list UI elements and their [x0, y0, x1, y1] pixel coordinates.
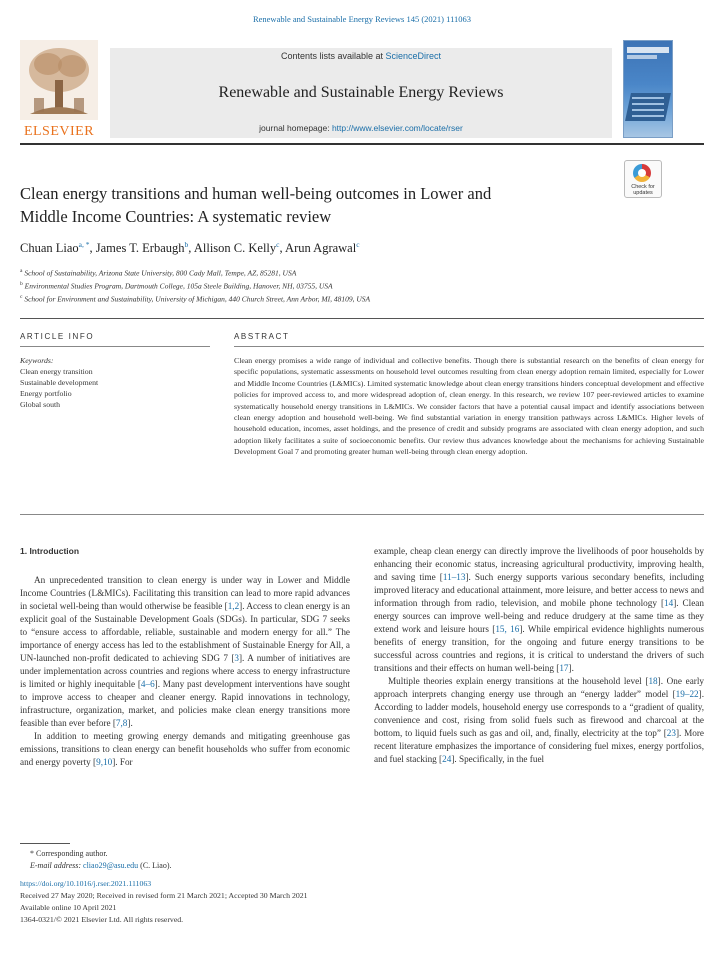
author-affil-marker[interactable]: c	[356, 240, 360, 249]
author-separator: ,	[188, 241, 194, 256]
keyword: Clean energy transition	[20, 367, 93, 376]
affiliation-text: Environmental Studies Program, Dartmouth College, 105a Steele Building, Hanover, NH, 03755, USA	[24, 281, 333, 291]
author-affil-marker[interactable]: c	[276, 240, 280, 249]
check-updates-line-2: updates	[633, 190, 653, 196]
citation-link[interactable]: 11–13	[442, 572, 466, 582]
paragraph-text: An unprecedented transition to clean energy is under way in Lower and Middle Income Countries (L&MICs). Facilitating this transition can lead to more rapid advances in societal well-being than would otherwise be feasible [	[20, 575, 350, 611]
paragraph-text: ]. While empirical evidence highlights numerous benefits of energy transition, for the ongoing and future energy transitions to be successful across countries and regions, it is critical to understand the drivers of such transitions and their effects on human well-being [	[374, 624, 704, 673]
elsevier-tree-logo	[20, 40, 98, 136]
email-label: E-mail address:	[30, 861, 84, 870]
citation-link[interactable]: 15, 16	[495, 624, 520, 634]
body-column-right	[374, 545, 704, 766]
affiliation-marker: a	[20, 268, 23, 274]
paragraph-text: ]. Clean energy sources can improve well-being and reduce drudgery at the same time as they extend work and leisure hours [	[374, 598, 704, 634]
received-dates: Received 27 May 2020; Received in revised form 21 March 2021; Accepted 30 March 2021	[20, 891, 308, 900]
paragraph-text: ]. Specifically, in the fuel	[451, 754, 545, 764]
journal-name: Renewable and Sustainable Energy Reviews	[218, 84, 504, 101]
paragraph-text: ]. For	[112, 757, 133, 767]
paragraph-text: ]. More recent literature emphasizes the importance of considering fuel mixes, energy portfolios, and fuel stacking [	[374, 728, 704, 764]
copyright-notice: 1364-0321/© 2021 Elsevier Ltd. All rights reserved.	[20, 915, 184, 924]
keyword: Sustainable development	[20, 378, 99, 387]
citation-link[interactable]: 7,8	[115, 718, 128, 728]
body-column-left	[20, 545, 350, 769]
cover-title-bar	[627, 47, 669, 53]
article-info-heading: ARTICLE INFO	[20, 332, 95, 341]
email-suffix: (C. Liao).	[138, 861, 172, 870]
contents-line	[110, 51, 612, 61]
body-paragraph	[20, 730, 350, 769]
paragraph-text: Multiple theories explain energy transitions at the household level [	[388, 676, 649, 686]
citation-link[interactable]: 14	[664, 598, 674, 608]
sciencedirect-link[interactable]: ScienceDirect	[385, 51, 442, 61]
check-updates-line-1: Check for	[631, 184, 655, 190]
keywords-heading: Keywords:	[20, 356, 54, 365]
available-online-date: Available online 10 April 2021	[20, 903, 117, 912]
email-link[interactable]: cliao29@asu.edu	[83, 861, 139, 870]
author-name[interactable]: Chuan Liao	[20, 241, 79, 256]
journal-homepage-link[interactable]: http://www.elsevier.com/locate/rser	[331, 123, 463, 133]
paragraph-text: In addition to meeting growing energy demands and mitigating greenhouse gas emissions, transitions to clean energy can benefit households who suffer from economic and energy poverty [	[20, 731, 350, 767]
homepage-line	[110, 123, 612, 133]
check-updates-label	[625, 184, 661, 196]
citation-link[interactable]: 9,10	[96, 757, 113, 767]
section-rule	[20, 318, 704, 319]
check-updates-icon-center	[638, 169, 646, 177]
email-line	[30, 860, 350, 872]
author-list	[20, 240, 620, 256]
affiliations	[20, 266, 700, 305]
citation-link[interactable]: 1,2	[227, 601, 240, 611]
title-line-1: Clean energy transitions and human well-being outcomes in Lower and	[20, 184, 492, 203]
keyword: Energy portfolio	[20, 389, 72, 398]
paragraph-text: ].	[127, 718, 133, 728]
affiliation-marker: b	[20, 281, 23, 287]
paragraph-text: ]. Access to clean energy is an explicit goal of the Sustainable Development Goals (SDGs). In particular, SDG 7 seeks to “ensure access to affordable, reliable, sustainable and modern energy for all.” The importance of energy access has led to the establishment of Sustainable Energy for All, a UN-launched non-profit dedicated to achieving SDG 7 [	[20, 601, 350, 663]
affiliation-marker: c	[20, 294, 23, 300]
homepage-prefix: journal homepage:	[259, 123, 332, 133]
masthead	[20, 40, 708, 140]
author-affil-marker[interactable]: a, *	[78, 240, 90, 249]
citation-link[interactable]: 19–22	[675, 689, 699, 699]
paragraph-text: ]. Many past development interventions have sought to improve access to cheaper and cleaner energy. Rapid innovations in technology, infrastructure, organization, market, and policies make clean energy transitions more feasible than ever before [	[20, 679, 350, 728]
contents-prefix: Contents lists available at	[280, 51, 386, 61]
paragraph-text: ]. One early approach interprets changing energy use through an “energy ladder” model [	[374, 676, 705, 699]
abstract-heading: ABSTRACT	[234, 332, 290, 341]
keyword: Global south	[20, 400, 61, 409]
author-separator: ,	[89, 241, 96, 256]
footnotes	[30, 848, 350, 872]
citation-link[interactable]: 23	[666, 728, 676, 738]
paragraph-text: example, cheap clean energy can directly improve the livelihoods of poor households by enhancing their economic status, increasing agricultural productivity, improving health, and saving time [	[374, 546, 704, 582]
citation-link[interactable]: 17	[559, 663, 569, 673]
author-name[interactable]: Arun Agrawal	[285, 241, 357, 256]
affiliation	[20, 292, 700, 305]
publisher-wordmark[interactable]: ELSEVIER	[23, 124, 95, 139]
header-rule	[20, 143, 704, 145]
citation-link[interactable]: 4–6	[140, 679, 155, 689]
footnote-rule	[20, 843, 70, 844]
paragraph-text: ]. A number of initiatives are under implementation across countries and regions where access to energy infrastructure is limited or highly inequitable [	[20, 653, 350, 689]
affiliation	[20, 279, 700, 292]
journal-reference[interactable]: Renewable and Sustainable Energy Reviews 145 (2021) 111063	[252, 14, 472, 24]
paragraph-text: ]. According to ladder models, household energy use corresponds to a “gradient of quality, convenience and cost, rising from solid fuels such as firewood and charcoal at the bottom, to liquid fuels such as gas and oil, and, finally, electricity at the top” [	[374, 689, 704, 738]
journal-banner	[110, 48, 612, 138]
cover-panel-lines	[632, 97, 664, 99]
paragraph-text: ]. Such energy supports various secondary benefits, including improved literacy and educational attainment, more leisure, and better access to news and information through from radio, television, and mobile phone technology [	[374, 572, 704, 608]
author-name[interactable]: James T. Erbaugh	[95, 241, 185, 256]
body-paragraph	[20, 574, 350, 730]
keywords-block	[20, 355, 210, 410]
affiliation-text: School for Environment and Sustainability, University of Michigan, 440 Church Street, Ann Arbor, MI, 48109, USA	[24, 294, 371, 304]
body-paragraph	[374, 675, 704, 766]
affiliation	[20, 266, 700, 279]
citation-link[interactable]: 18	[648, 676, 658, 686]
title-line-2: Middle Income Countries: A systematic review	[20, 207, 332, 226]
abstract-text: Clean energy promises a wide range of individual and collective benefits. Though there is substantial research on the benefits of clean energy for specific populations, systematic assessments on household level outcomes resulting from clean energy adoption remain limited, especially for Lower and Middle Income Countries (L&MICs). Limited systematic knowledge about clean energy transitions hinders conceptual development and effective policies for improved access to, and more widespread adoption of, clean energy. In this research, we review 107 peer-reviewed articles to examine systematically household energy transitions in L&MICs. We consider factors that have a potential causal impact and identify associations between clean energy adoption and household well-being. We find substantial variation in energy transition pathways across L&MICs. Higher levels of household education, incomes, asset holdings, and the presence of credit and subsidy programs are associated with clean energy adoption, and such adoption likely facilitates a suite of socioeconomic benefits. Our review thus advances knowledge about the mechanisms for achieving Sustainable Development Goal 7 and promoting greater human well-being through clean energy adoption.	[234, 356, 704, 457]
journal-cover-thumbnail[interactable]	[623, 40, 673, 138]
paragraph-text: ].	[568, 663, 574, 673]
check-for-updates-button[interactable]	[624, 160, 662, 198]
affiliation-text: School of Sustainability, Arizona State University, 800 Cady Mall, Tempe, AZ, 85281, USA	[24, 268, 297, 278]
doi-link[interactable]: https://doi.org/10.1016/j.rser.2021.111063	[20, 879, 152, 888]
citation-link[interactable]: 24	[442, 754, 452, 764]
article-title	[20, 182, 600, 228]
author-separator: ,	[279, 241, 286, 256]
abstract-bottom-rule	[20, 514, 704, 515]
body-paragraph	[374, 545, 704, 675]
author-name[interactable]: Allison C. Kelly	[193, 241, 277, 256]
corresponding-author-note: * Corresponding author.	[30, 849, 108, 858]
cover-subtitle-bar	[627, 55, 657, 59]
author-affil-marker[interactable]: b	[184, 240, 189, 249]
abstract-rule	[234, 346, 704, 347]
article-info-rule	[20, 346, 210, 347]
section-heading-introduction: 1. Introduction	[20, 546, 80, 556]
citation-link[interactable]: 3	[234, 653, 239, 663]
publication-info	[20, 878, 520, 926]
